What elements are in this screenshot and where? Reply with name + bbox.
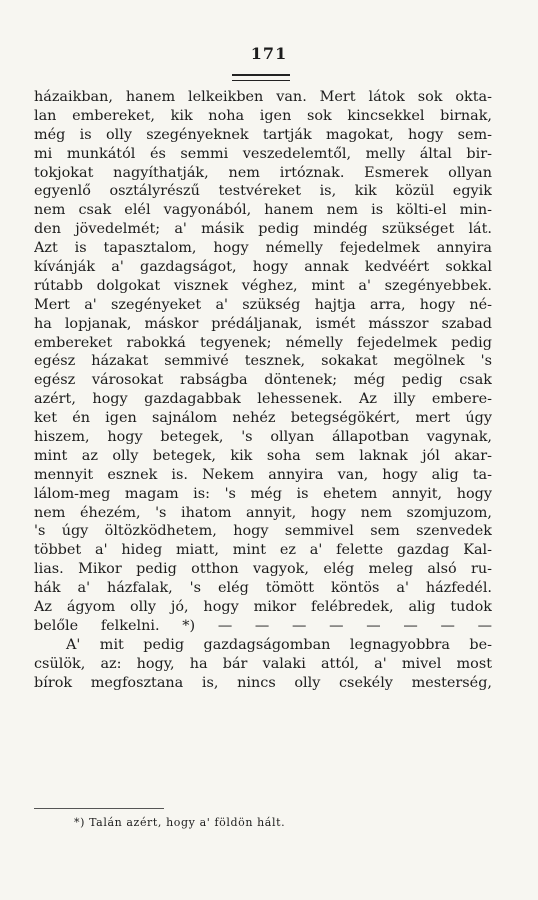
page-number: 171 [250, 44, 288, 63]
header-rule-thick [232, 74, 290, 76]
text-line: hiszem, hogy betegek, 's ollyan állapotban vagynak, [34, 429, 492, 446]
paragraph-2 [34, 636, 492, 693]
text-line: 's úgy öltözködhetem, hogy semmivel sem szenvedek [34, 523, 492, 540]
text-line: nem csak elél vagyonából, hanem nem is költi-el min- [34, 202, 492, 219]
text-line: A' mit pedig gazdagságomban legnagyobbra be- [66, 636, 492, 653]
text-line: egész városokat rabságba döntenek; még pedig csak [34, 372, 492, 389]
text-line: hák a' házfalak, 's elég tömött köntös a' házfedél. [34, 580, 492, 597]
text-line: mi munkától és semmi veszedelemtől, melly által bir- [34, 145, 492, 162]
text-line: azért, hogy gazdagabbak lehessenek. Az illy embere- [34, 391, 492, 408]
footnote: *) Talán azért, hogy a' földön hált. [74, 816, 286, 829]
text-line: ket én igen sajnálom nehéz betegségökért, mert úgy [34, 410, 492, 427]
text-line: mint az olly betegek, kik soha sem laknak jól akar- [34, 447, 492, 464]
text-line: csülök, az: hogy, ha bár valaki attól, a' mivel most [34, 655, 492, 672]
text-line: Az ágyom olly jó, hogy mikor felébredek, alig tudok [34, 599, 492, 616]
body-text [34, 88, 492, 693]
text-line: embereket rabokká tegyenek; némelly fejedelmek pedig [34, 334, 492, 351]
text-line: nem éhezém, 's ihatom annyit, hogy nem szomjuzom, [34, 504, 492, 521]
text-line: tokjokat nagyíthatják, nem irtóznak. Esmerek ollyan [34, 164, 492, 181]
text-line: még is olly szegényeknek tartják magokat, hogy sem- [34, 126, 492, 143]
text-line: házaikban, hanem lelkeikben van. Mert látok sok okta- [34, 89, 492, 105]
text-line: bírok megfosztana is, nincs olly csekély mesterség, [34, 674, 492, 691]
text-line: mennyit esznek is. Nekem annyira van, hogy alig ta- [34, 466, 492, 483]
text-line: lias. Mikor pedig otthon vagyok, elég meleg alsó ru- [34, 561, 492, 578]
text-line: egész házakat semmivé tesznek, sokakat megölnek 's [34, 353, 492, 370]
text-line: Azt is tapasztalom, hogy némelly fejedelmek annyira [34, 240, 492, 257]
text-line-last: belőle felkelni. *) — — — — — — — — [34, 617, 492, 634]
text-line: egyenlő osztályrészű testvéreket is, kik közül egyik [34, 183, 492, 200]
text-line: rútabb dolgokat visznek véghez, mint a' szegényebbek. [34, 277, 492, 294]
text-line: lan embereket, kik noha igen sok kincsekkel birnak, [34, 107, 492, 124]
text-line: többet a' hideg miatt, mint ez a' felette gazdag Kal- [34, 542, 492, 559]
header-rule-thin [232, 80, 290, 81]
paragraph-1 [34, 88, 492, 636]
text-line: den jövedelmét; a' másik pedig mindég szükséget lát. [34, 221, 492, 238]
text-line: Mert a' szegényeket a' szükség hajtja arra, hogy né- [34, 296, 492, 313]
text-line: kívánják a' gazdagságot, hogy annak kedvéért sokkal [34, 259, 492, 276]
text-line: lálom-meg magam is: 's még is ehetem annyit, hogy [34, 485, 492, 502]
footnote-rule [34, 808, 164, 809]
text-line: ha lopjanak, máskor prédáljanak, ismét másszor szabad [34, 315, 492, 332]
